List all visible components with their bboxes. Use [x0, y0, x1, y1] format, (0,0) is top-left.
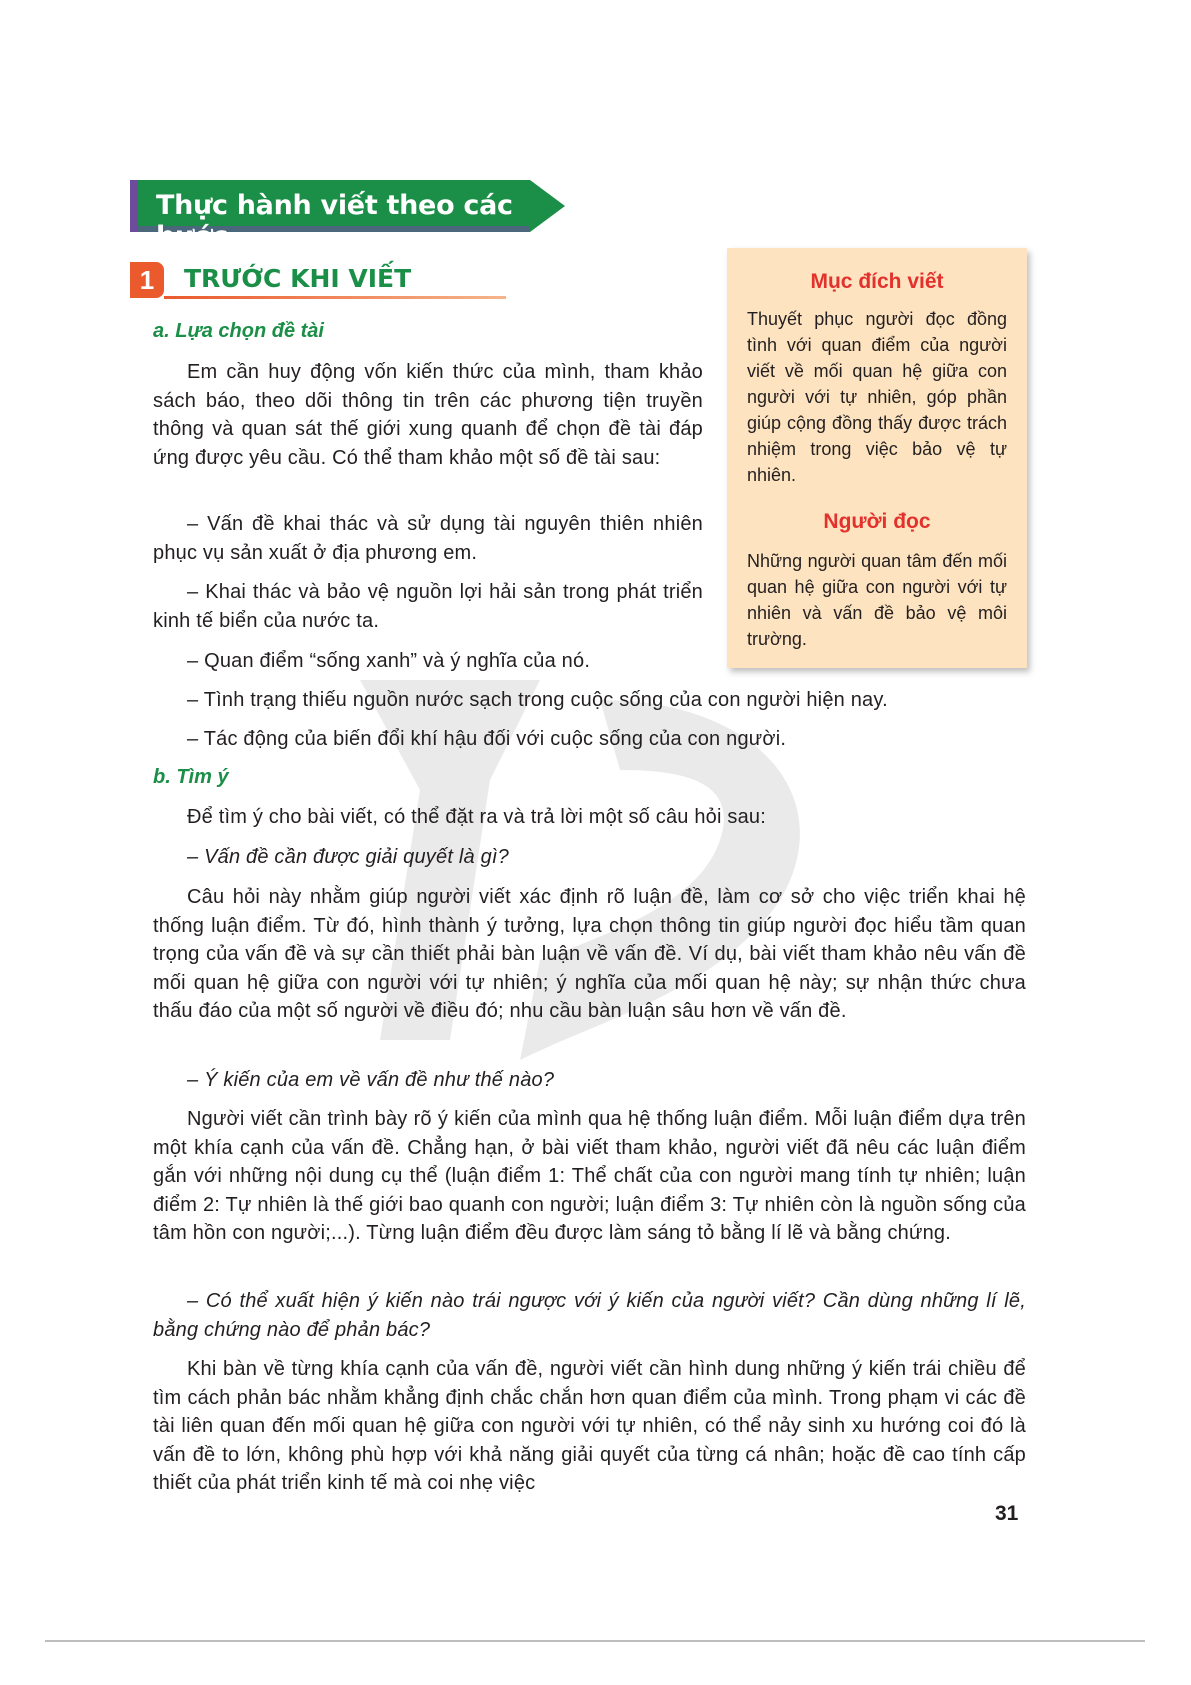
- answer-2: Người viết cần trình bày rõ ý kiến của mình qua hệ thống luận điểm. Mỗi luận điểm dựa trên một khía cạnh của vấn đề. Chẳng hạn, ở bài viết tham khảo, người viết đã nêu các luận điểm gắn với những nội dung cụ thể (luận điểm 1: Thể chất của con người mang tính tự nhiên; luận điểm 2: Tự nhiên là thế giới bao quanh con người; luận điểm 3: Tự nhiên còn là nguồn sống của tâm hồn con người;...). Từng luận điểm đều được làm sáng tỏ bằng lí lẽ và bằng chứng.: [153, 1108, 1026, 1244]
- section-title: TRƯỚC KHI VIẾT: [184, 264, 412, 293]
- question-1: – Vấn đề cần được giải quyết là gì?: [187, 846, 509, 868]
- section-banner: [130, 180, 565, 252]
- answer-3: Khi bàn về từng khía cạnh của vấn đề, người viết cần hình dung những ý kiến trái chiều để tìm cách phản bác nhằm khẳng định chắc chắn hơn quan điểm của mình. Trong phạm vi các đề tài liên quan đến mối quan hệ giữa con người với tự nhiên, có thể nảy sinh xu hướng coi đó là vấn đề to lớn, không phù hợp với khả năng giải quyết của từng cá nhân; hoặc đề cao tính cấp thiết của phát triển kinh tế mà coi nhẹ việc: [153, 1358, 1026, 1494]
- topic-item: – Khai thác và bảo vệ nguồn lợi hải sản trong phát triển kinh tế biển của nước ta.: [153, 581, 703, 632]
- answer-1: Câu hỏi này nhằm giúp người viết xác định rõ luận đề, làm cơ sở cho việc triển khai hệ thống luận điểm. Từ đó, hình thành ý tưởng, lựa chọn thông tin giúp người đọc hiểu tầm quan trọng của vấn đề và sự cần thiết phải bàn luận về vấn đề. Ví dụ, bài viết tham khảo nêu vấn đề mối quan hệ giữa con người với tự nhiên; ý nghĩa của mối quan hệ này; sự nhận thức chưa thấu đáo của một số người về điều đó; nhu cầu bàn luận sâu hơn về vấn đề.: [153, 886, 1026, 1022]
- paragraph-a: Em cần huy động vốn kiến thức của mình, tham khảo sách báo, theo dõi thông tin trên các phương tiện truyền thông và quan sát thế giới xung quanh để chọn đề tài đáp ứng được yêu cầu. Có thể tham khảo một số đề tài sau:: [153, 361, 703, 469]
- subheading-a: a. Lựa chọn đề tài: [153, 320, 324, 342]
- reader-title: Người đọc: [823, 510, 931, 533]
- page-number: 31: [995, 1502, 1019, 1525]
- purpose-text: Thuyết phục người đọc đồng tình với quan điểm của người viết về mối quan hệ giữa con người với tự nhiên, góp phần giúp cộng đồng thấy được trách nhiệm trong việc bảo vệ tự nhiên.: [747, 309, 1007, 485]
- subheading-b: b. Tìm ý: [153, 766, 229, 788]
- topic-item: – Tác động của biến đổi khí hậu đối với cuộc sống của con người.: [187, 728, 787, 750]
- topic-item: – Vấn đề khai thác và sử dụng tài nguyên thiên nhiên phục vụ sản xuất ở địa phương em.: [153, 513, 703, 564]
- section-underline: [164, 296, 506, 299]
- section-number: 1: [130, 262, 164, 298]
- info-sidebar: [727, 248, 1027, 668]
- section-heading: [130, 262, 510, 302]
- paragraph-b-intro: Để tìm ý cho bài viết, có thể đặt ra và trả lời một số câu hỏi sau:: [187, 806, 766, 828]
- purpose-title: Mục đích viết: [810, 270, 944, 293]
- banner-title: Thực hành viết theo các bước: [156, 190, 513, 252]
- topic-item: – Tình trạng thiếu nguồn nước sạch trong cuộc sống của con người hiện nay.: [187, 689, 888, 711]
- question-2: – Ý kiến của em về vấn đề như thế nào?: [187, 1069, 555, 1091]
- topic-item: – Quan điểm “sống xanh” và ý nghĩa của nó.: [187, 650, 591, 672]
- reader-text: Những người quan tâm đến mối quan hệ giữa con người với tự nhiên và vấn đề bảo vệ môi trường.: [747, 551, 1007, 649]
- footer-divider: [45, 1640, 1145, 1642]
- question-3: – Có thể xuất hiện ý kiến nào trái ngược với ý kiến của người viết? Cần dùng những lí lẽ, bằng chứng nào để phản bác?: [153, 1290, 1026, 1341]
